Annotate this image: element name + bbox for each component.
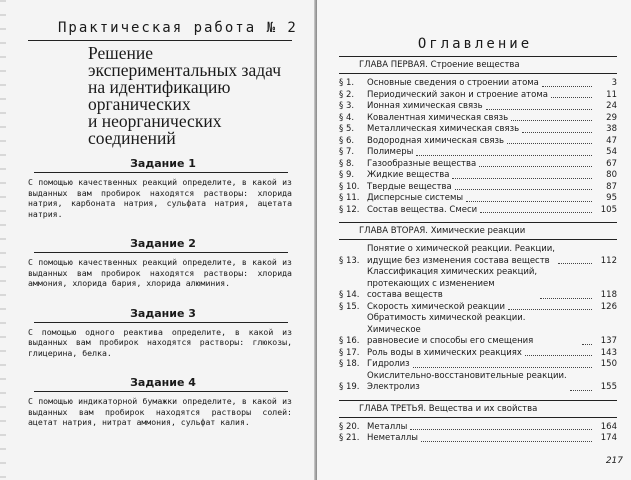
task-heading: Задание 4 <box>130 376 196 389</box>
header-rule <box>28 40 292 41</box>
section-title: Газообразные вещества <box>367 158 477 169</box>
section-number: § 19. <box>339 382 360 392</box>
section-title: Окислительно-восстановительные реакции. Электролиз <box>367 370 567 392</box>
task-text: С помощью качественных реакций определите, в какой из выданных вам пробирок находятся растворы: хлорида аммония, хлорида бария, хлорида алюминия. <box>28 257 292 288</box>
section-number: § 9. <box>339 170 355 180</box>
chapter-rule <box>339 417 617 418</box>
section-title: Ковалентная химическая связь <box>367 112 509 123</box>
binding-shadow <box>0 0 6 480</box>
section-page: 118 <box>600 290 617 300</box>
section-page: 164 <box>600 421 617 432</box>
section-number: § 15. <box>339 301 360 312</box>
toc-entry <box>339 182 621 194</box>
leader-dots <box>416 155 592 156</box>
section-number: § 14. <box>339 290 360 300</box>
leader-dots <box>507 143 592 144</box>
section-title: Обратимость химической реакции. Химическое равновесие и способы его смещения <box>367 313 534 346</box>
section-number: § 12. <box>339 204 360 215</box>
section-title: Полимеры <box>367 147 414 157</box>
section-number: § 5. <box>339 124 355 134</box>
section-title: Роль воды в химических реакциях <box>367 347 522 358</box>
section-title: Ионная химическая связь <box>367 101 483 111</box>
toc-entry <box>339 90 621 102</box>
practical-work-header: Практическая работа № 2 <box>58 20 298 36</box>
leader-dots <box>511 120 592 121</box>
toc-entry <box>339 302 621 314</box>
section-number: § 2. <box>339 89 355 100</box>
section-page: 67 <box>606 158 617 169</box>
toc-entry <box>339 78 621 90</box>
section-number: § 1. <box>339 78 355 88</box>
toc-entry <box>339 170 621 182</box>
toc-entry <box>339 205 621 217</box>
task-heading: Задание 3 <box>130 306 196 320</box>
toc-entry <box>339 113 621 125</box>
task-rule <box>34 322 288 323</box>
task-heading: Задание 2 <box>130 237 196 250</box>
task-text: С помощью качественных реакций определите, в какой из выданных вам пробирок находятся растворы: хлорида натрия, карбоната натрия, сульфата натрия, ацетата натрия. <box>28 177 292 219</box>
section-title: Твердые вещества <box>367 181 452 192</box>
task-text: С помощью одного реактива определите, в какой из выданных вам пробирок находятся растворы: глюкозы, глицерина, белка. <box>28 326 292 358</box>
section-number: § 8. <box>339 158 355 169</box>
section-number: § 11. <box>339 193 360 203</box>
section-title: Классификация химических реакций, протекающих с изменением состава веществ <box>367 267 538 300</box>
section-page: 126 <box>600 301 617 312</box>
toc-entry <box>339 101 621 113</box>
toc-entry <box>339 136 621 148</box>
leader-dots <box>525 355 592 356</box>
leader-dots <box>413 367 592 368</box>
task-rule <box>34 252 288 253</box>
section-page: 105 <box>600 204 617 215</box>
section-page: 95 <box>606 193 617 203</box>
section-number: § 17. <box>339 347 360 358</box>
section-page: 24 <box>606 101 617 111</box>
section-title: Гидролиз <box>367 359 410 369</box>
toc-entry <box>339 348 621 360</box>
chapter-heading: ГЛАВА ТРЕТЬЯ. Вещества и их свойства <box>359 403 538 414</box>
section-page: 155 <box>600 382 617 392</box>
leader-dots <box>570 390 592 391</box>
section-number: § 6. <box>339 135 355 146</box>
toc-entry <box>339 371 621 394</box>
leader-dots <box>452 178 592 179</box>
chapter-rule <box>339 73 617 74</box>
section-page: 47 <box>606 135 617 146</box>
practical-work-title: Решение экспериментальных задач на идентификацию органических и неорганических соединений <box>88 43 281 148</box>
leader-dots <box>542 86 592 87</box>
task-text: С помощью индикаторной бумажки определите, в какой из выданных вам пробирок находятся растворы солей: ацетат натрия, нитрат аммония, сульфат калия. <box>28 396 292 427</box>
task-rule <box>34 391 288 392</box>
section-number: § 20. <box>339 421 360 432</box>
section-title: Дисперсные системы <box>367 193 464 203</box>
toc-entry <box>339 422 621 434</box>
chapter-heading: ГЛАВА ПЕРВАЯ. Строение вещества <box>359 60 520 70</box>
leader-dots <box>558 263 592 264</box>
section-page: 3 <box>611 78 617 88</box>
section-page: 174 <box>600 433 617 443</box>
toc-entry <box>339 244 621 267</box>
section-title: Понятие о химической реакции. Реакции, идущие без изменения состава веществ <box>367 244 555 266</box>
toc-entry <box>339 267 621 302</box>
section-page: 137 <box>600 336 617 346</box>
chapter-heading: ГЛАВА ВТОРАЯ. Химические реакции <box>359 226 526 236</box>
leader-dots <box>522 132 592 133</box>
table-of-contents <box>339 56 621 451</box>
section-number: § 16. <box>339 336 360 346</box>
section-title: Металлы <box>367 421 408 432</box>
toc-entry <box>339 313 621 348</box>
section-page: 29 <box>606 112 617 123</box>
right-page <box>317 0 631 480</box>
leader-dots <box>540 298 592 299</box>
section-page: 38 <box>606 124 617 134</box>
toc-entry <box>339 159 621 171</box>
section-page: 150 <box>600 359 617 369</box>
leader-dots <box>410 429 592 430</box>
toc-header: Оглавление <box>417 36 533 52</box>
page-number: 217 <box>605 456 623 466</box>
toc-entry <box>339 147 621 159</box>
section-number: § 3. <box>339 101 355 111</box>
section-title: Металлическая химическая связь <box>367 124 520 134</box>
leader-dots <box>421 441 592 442</box>
section-title: Скорость химической реакции <box>367 301 505 312</box>
section-number: § 7. <box>339 147 355 157</box>
section-page: 112 <box>600 255 617 266</box>
toc-entry <box>339 433 621 445</box>
leader-dots <box>455 189 592 190</box>
section-number: § 18. <box>339 359 360 369</box>
leader-dots <box>551 97 592 98</box>
section-title: Периодический закон и строение атома <box>367 89 548 100</box>
section-title: Состав вещества. Смеси <box>367 204 478 215</box>
section-page: 80 <box>606 170 617 180</box>
leader-dots <box>582 344 592 345</box>
section-title: Основные сведения о строении атома <box>367 78 539 88</box>
section-page: 54 <box>606 147 617 157</box>
task-rule <box>34 172 288 173</box>
task-heading: Задание 1 <box>130 157 196 170</box>
section-number: § 13. <box>339 255 360 266</box>
section-title: Жидкие вещества <box>367 170 450 180</box>
section-page: 11 <box>606 89 617 100</box>
leader-dots <box>479 166 592 167</box>
leader-dots <box>508 309 592 310</box>
section-number: § 4. <box>339 112 355 123</box>
leader-dots <box>486 109 592 110</box>
toc-entry <box>339 193 621 205</box>
section-page: 143 <box>600 347 617 358</box>
toc-entry <box>339 124 621 136</box>
section-title: Неметаллы <box>367 433 418 443</box>
section-page: 87 <box>606 181 617 192</box>
section-number: § 10. <box>339 181 360 192</box>
leader-dots <box>466 201 592 202</box>
leader-dots <box>480 212 592 213</box>
toc-entry <box>339 359 621 371</box>
section-number: § 21. <box>339 433 360 443</box>
chapter-rule <box>339 239 617 240</box>
section-title: Водородная химическая связь <box>367 135 505 146</box>
